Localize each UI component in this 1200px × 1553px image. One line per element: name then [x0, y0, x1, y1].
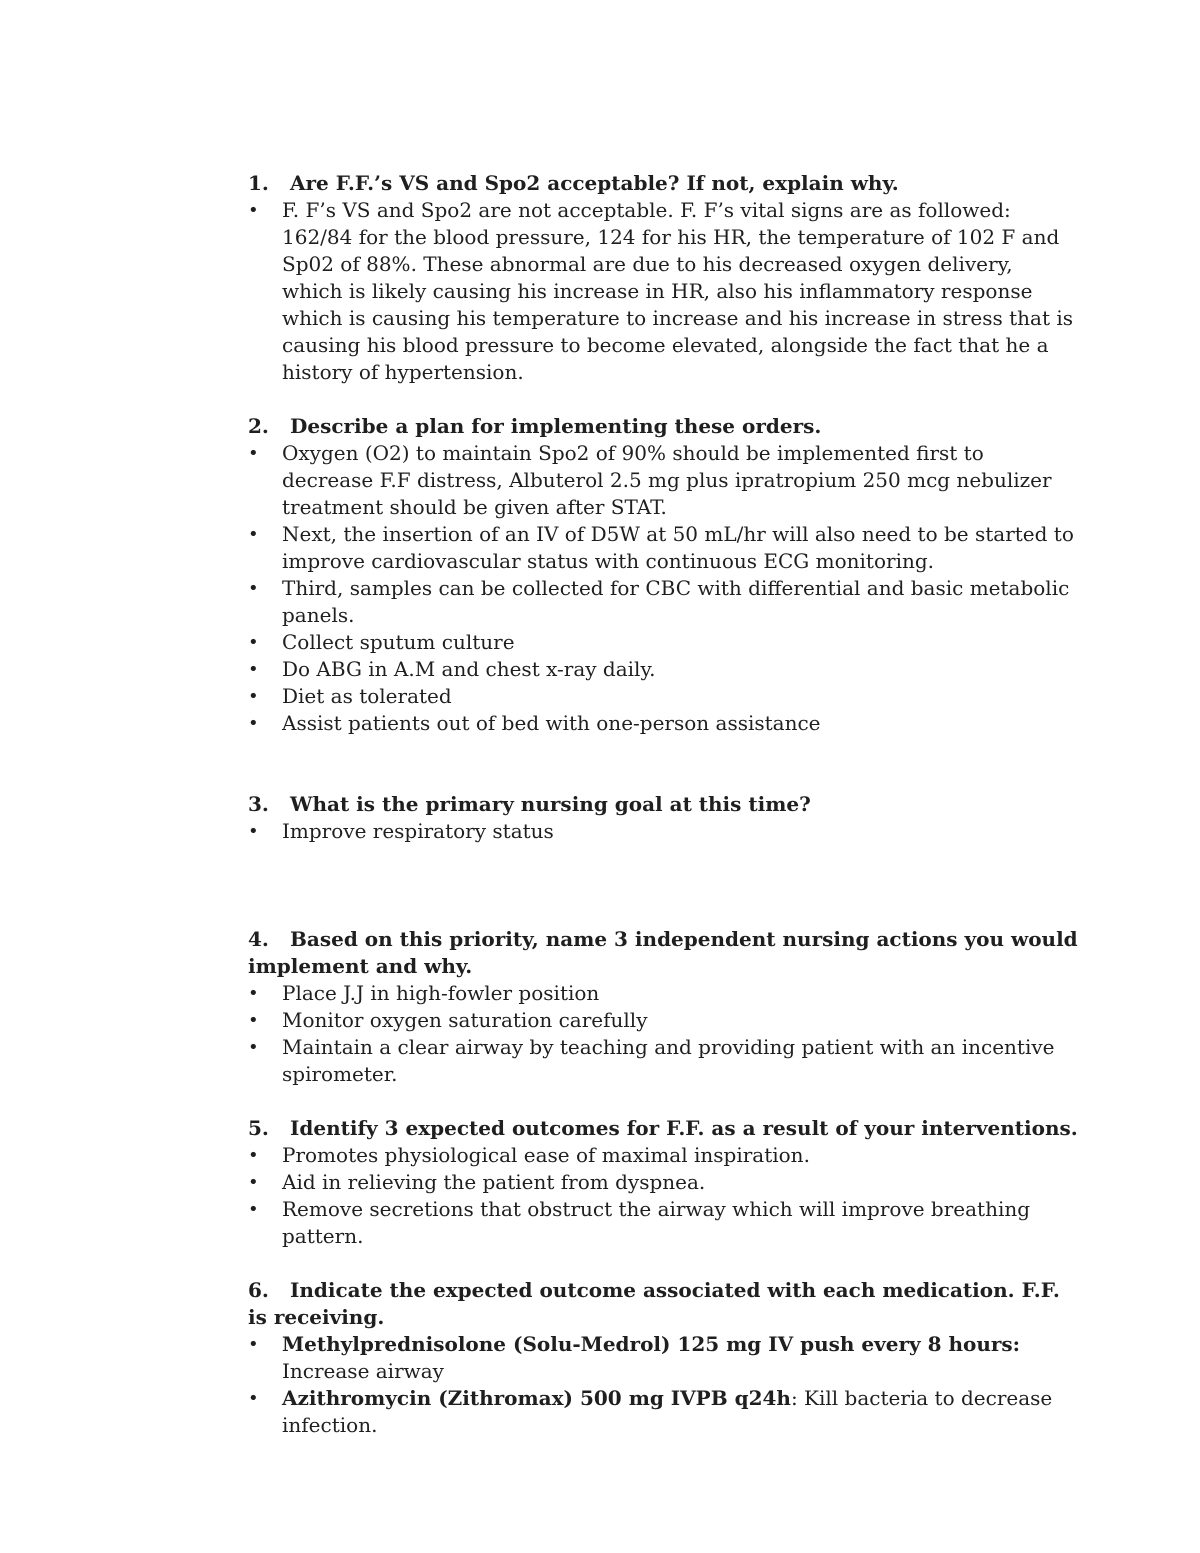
question-number: 2.	[248, 414, 269, 438]
answer-list-1	[248, 197, 1078, 386]
medication-name: Azithromycin (Zithromax) 500 mg IVPB q24h	[282, 1386, 791, 1410]
answer-item: • Diet as tolerated	[248, 683, 1078, 710]
question-4	[248, 926, 1078, 980]
answer-item: • Next, the insertion of an IV of D5W at 50 mL/hr will also need to be started to improve cardiovascular status with continuous ECG monitoring.	[248, 521, 1078, 575]
answer-item: • Third, samples can be collected for CBC with differential and basic metabolic panels.	[248, 575, 1078, 629]
question-2	[248, 413, 1078, 440]
question-text: Based on this priority, name 3 independent nursing actions you would implement and why.	[248, 927, 1078, 978]
answer-item: • Assist patients out of bed with one-person assistance	[248, 710, 1078, 737]
question-1	[248, 170, 1078, 197]
answer-item: • Improve respiratory status	[248, 818, 1078, 845]
answer-item: • Remove secretions that obstruct the airway which will improve breathing pattern.	[248, 1196, 1078, 1250]
answer-list-5	[248, 1142, 1078, 1250]
answer-item: • Place J.J in high-fowler position	[248, 980, 1078, 1007]
answer-item: • Collect sputum culture	[248, 629, 1078, 656]
answer-list-4	[248, 980, 1078, 1088]
answer-item: • Maintain a clear airway by teaching and providing patient with an incentive spirometer.	[248, 1034, 1078, 1088]
question-text: Identify 3 expected outcomes for F.F. as a result of your interventions.	[290, 1116, 1078, 1140]
question-6	[248, 1277, 1078, 1331]
question-number: 5.	[248, 1116, 269, 1140]
answer-item: • Aid in relieving the patient from dyspnea.	[248, 1169, 1078, 1196]
question-number: 6.	[248, 1278, 269, 1302]
question-number: 3.	[248, 792, 269, 816]
question-text: Are F.F.’s VS and Spo2 acceptable? If not, explain why.	[290, 171, 899, 195]
question-3	[248, 791, 1078, 818]
question-number: 1.	[248, 171, 269, 195]
answer-item: • Monitor oxygen saturation carefully	[248, 1007, 1078, 1034]
medication-outcome: Increase airway	[282, 1359, 444, 1383]
answer-item: • Do ABG in A.M and chest x-ray daily.	[248, 656, 1078, 683]
question-number: 4.	[248, 927, 269, 951]
medication-outcome: : Kill bacteria to decrease infection.	[282, 1386, 1053, 1437]
answer-list-2	[248, 440, 1078, 737]
question-text: Describe a plan for implementing these orders.	[290, 414, 822, 438]
question-text: What is the primary nursing goal at this time?	[290, 792, 811, 816]
answer-list-3	[248, 818, 1078, 845]
question-text: Indicate the expected outcome associated with each medication. F.F. is receiving.	[248, 1278, 1060, 1329]
medication-list	[248, 1331, 1078, 1439]
answer-item: • F. F’s VS and Spo2 are not acceptable. F. F’s vital signs are as followed: 162/84 for the blood pressure, 124 for his HR, the temperature of 102 F and Sp02 of 88%. These abnormal are due to his decreased oxygen delivery, which is likely causing his increase in HR, also his inflammatory response which is causing his temperature to increase and his increase in stress that is causing his blood pressure to become elevated, alongside the fact that he a history of hypertension.	[248, 197, 1078, 386]
document-page	[248, 170, 1078, 1439]
medication-item	[248, 1331, 1078, 1385]
answer-item: • Promotes physiological ease of maximal inspiration.	[248, 1142, 1078, 1169]
answer-item: • Oxygen (O2) to maintain Spo2 of 90% should be implemented first to decrease F.F distress, Albuterol 2.5 mg plus ipratropium 250 mcg nebulizer treatment should be given after STAT.	[248, 440, 1078, 521]
medication-name: Methylprednisolone (Solu-Medrol) 125 mg IV push every 8 hours:	[282, 1332, 1021, 1356]
medication-item	[248, 1385, 1078, 1439]
question-5	[248, 1115, 1078, 1142]
